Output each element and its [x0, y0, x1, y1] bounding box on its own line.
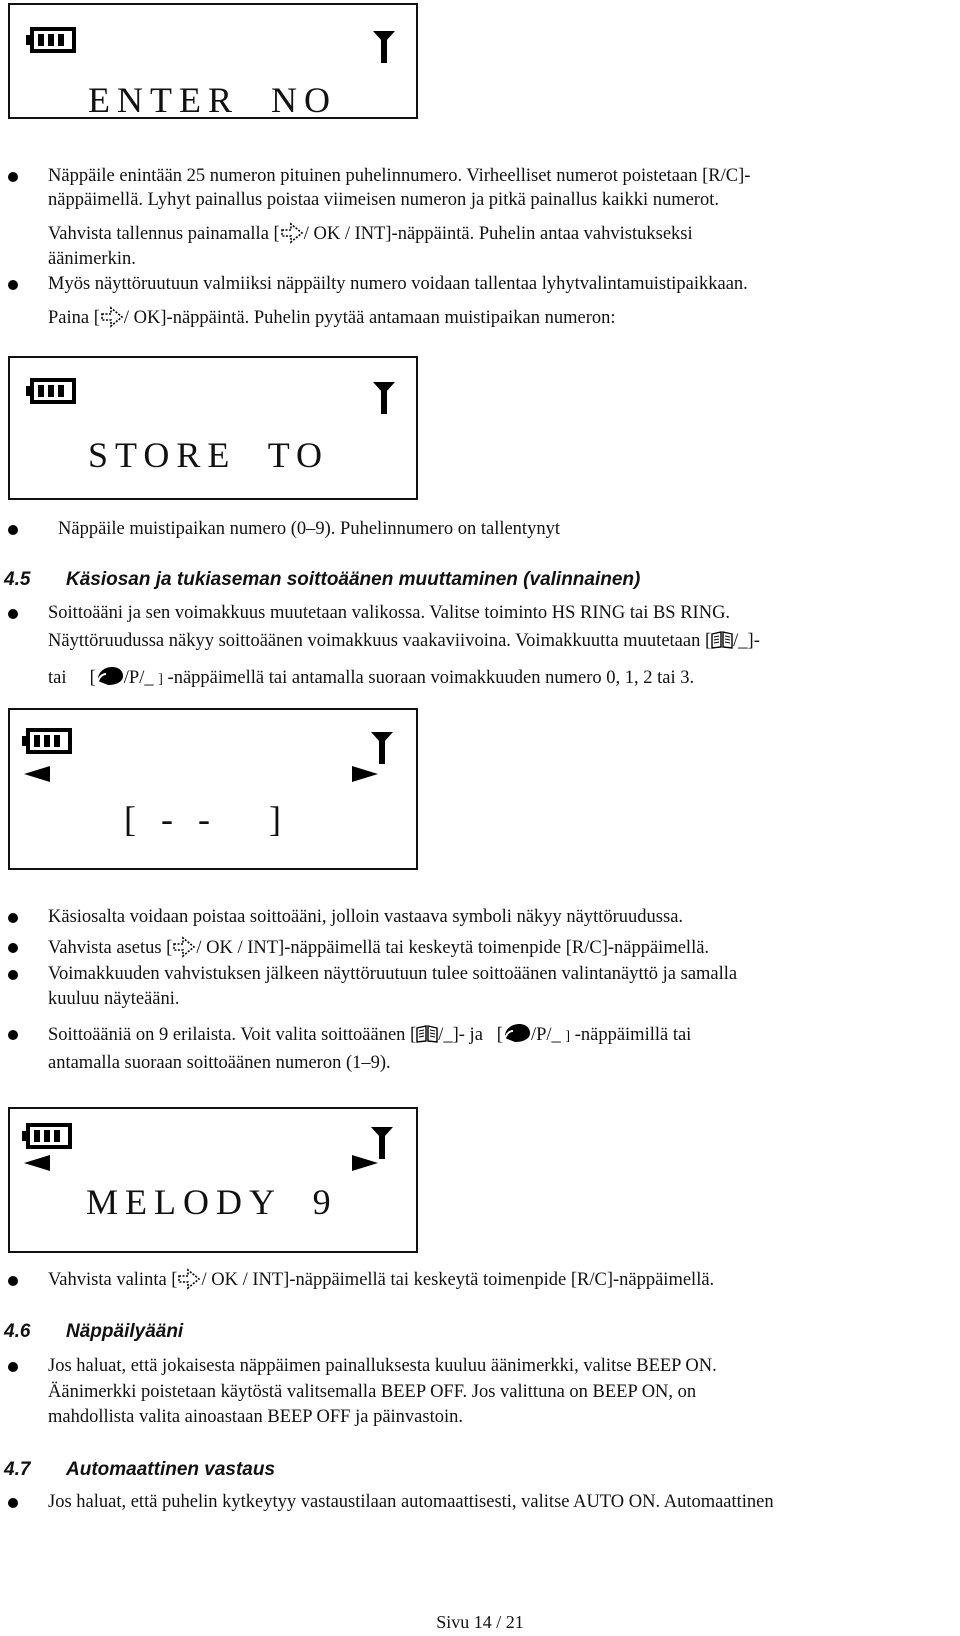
section-number: 4.5 [4, 569, 31, 590]
text-line: antamalla suoraan soittoäänen numeron (1–9). [48, 1053, 391, 1073]
text-line: mahdollista valita ainoastaan BEEP OFF ja päinvastoin. [48, 1407, 463, 1427]
bullet [8, 609, 18, 619]
battery-icon [22, 1123, 72, 1149]
section-heading [4, 1459, 275, 1481]
bullet [8, 943, 18, 953]
bullet [8, 172, 18, 182]
text-fragment: /_]- ja [438, 1025, 483, 1045]
text-fragment: /_]- [733, 631, 760, 651]
lcd-display-melody [8, 1107, 418, 1253]
text-fragment: ] [565, 1029, 571, 1044]
lcd-text: STORE TO [88, 435, 330, 475]
text-line: Voimakkuuden vahvistuksen jälkeen näyttöruutuun tulee soittoäänen valintanäyttö ja samalla [48, 964, 738, 984]
ok-key-icon [280, 222, 304, 244]
text-fragment: Vahvista asetus [ [48, 938, 173, 958]
bullet [8, 1030, 18, 1040]
text-line [48, 222, 693, 245]
phone-key-icon [503, 1023, 531, 1043]
section-title: Automaattinen vastaus [66, 1459, 276, 1480]
battery-icon [26, 27, 76, 53]
right-arrow-icon [352, 766, 378, 782]
battery-icon [26, 378, 76, 404]
text-fragment: Vahvista valinta [ [48, 1270, 178, 1290]
ok-key-icon [100, 306, 124, 328]
text-line: Näppäile enintään 25 numeron pituinen puhelinnumero. Virheelliset numerot poistetaan [R/C]- [48, 166, 751, 186]
ok-key-icon [177, 1268, 201, 1290]
bullet [8, 525, 18, 535]
text-line: kuuluu näyteääni. [48, 989, 180, 1009]
section-heading [4, 569, 640, 591]
text-line [48, 936, 709, 959]
section-number: 4.6 [4, 1321, 31, 1342]
antenna-icon [372, 29, 396, 63]
lcd-display-volume [8, 708, 418, 870]
text-fragment: / OK]-näppäintä. Puhelin pyytää antamaan muistipaikan numeron: [123, 308, 616, 328]
text-line: Soittoääni ja sen voimakkuus muutetaan valikossa. Valitse toiminto HS RING tai BS RING. [48, 603, 731, 623]
text-fragment: [ [496, 1025, 503, 1045]
text-line: näppäimellä. Lyhyt painallus poistaa viimeisen numeron ja pitkä painallus kaikki numerot. [48, 190, 719, 210]
bullet [8, 1498, 18, 1508]
text-line: äänimerkin. [48, 249, 136, 269]
section-title: Käsiosan ja tukiaseman soittoäänen muuttaminen (valinnainen) [66, 569, 641, 590]
text-fragment: -näppäimellä tai antamalla suoraan voimakkuuden numero 0, 1, 2 tai 3. [167, 668, 695, 688]
section-title: Näppäilyääni [66, 1321, 184, 1342]
text-line: Jos haluat, että jokaisesta näppäimen painalluksesta kuuluu äänimerkki, valitse BEEP ON. [48, 1356, 717, 1376]
lcd-text: [ - - ] [124, 799, 289, 839]
text-fragment: -näppäimillä tai [574, 1025, 692, 1045]
bullet [8, 1276, 18, 1286]
text-fragment: / OK / INT]-näppäimellä tai keskeytä toimenpide [R/C]-näppäimellä. [196, 938, 710, 958]
text-line [48, 1268, 714, 1291]
bullet [8, 280, 18, 290]
text-fragment: Vahvista tallennus painamalla [ [48, 224, 280, 244]
antenna-icon [370, 1125, 394, 1159]
battery-icon [22, 728, 72, 754]
text-fragment: Paina [ [48, 308, 100, 328]
text-line: Käsiosalta voidaan poistaa soittoääni, jolloin vastaava symboli näkyy näyttöruudussa. [48, 907, 684, 927]
text-fragment: Näyttöruudussa näkyy soittoäänen voimakkuus vaakaviivoina. Voimakkuutta muutetaan [ [48, 631, 712, 651]
text-line: Näppäile muistipaikan numero (0–9). Puhelinnumero on tallentynyt [58, 519, 560, 539]
text-line [48, 306, 616, 329]
bullet [8, 913, 18, 923]
text-line: Äänimerkki poistetaan käytöstä valitsemalla BEEP OFF. Jos valittuna on BEEP ON, on [48, 1382, 697, 1402]
right-arrow-icon [352, 1155, 378, 1171]
section-number: 4.7 [4, 1459, 31, 1480]
lcd-display-store-to [8, 356, 418, 500]
lcd-text: MELODY 9 [86, 1182, 338, 1222]
section-heading [4, 1321, 183, 1343]
text-line [48, 1023, 691, 1048]
text-fragment: Soittoääniä on 9 erilaista. Voit valita soittoäänen [ [48, 1025, 417, 1045]
text-line: Jos haluat, että puhelin kytkeytyy vastaustilaan automaattisesti, valitse AUTO ON. Automaattinen [48, 1492, 774, 1512]
left-arrow-icon [24, 766, 50, 782]
antenna-icon [372, 380, 396, 414]
text-line: Myös näyttöruutuun valmiiksi näppäilty numero voidaan tallentaa lyhytvalintamuistipaikkaan. [48, 274, 748, 294]
bullet [8, 1362, 18, 1372]
phonebook-key-icon [416, 1025, 438, 1043]
text-line [48, 630, 760, 652]
text-fragment: tai [48, 668, 67, 688]
page-number: Sivu 14 / 21 [436, 1612, 524, 1632]
ok-key-icon [172, 936, 196, 958]
lcd-display-enter-no [8, 3, 418, 119]
phone-key-icon [96, 666, 124, 686]
antenna-icon [370, 730, 394, 764]
lcd-text: ENTER NO [88, 80, 337, 120]
bullet [8, 970, 18, 980]
phonebook-key-icon [711, 631, 733, 649]
text-fragment: ] [158, 672, 163, 687]
text-fragment: / OK / INT]-näppäimellä tai keskeytä toimenpide [R/C]-näppäimellä. [201, 1270, 715, 1290]
text-fragment: /P/_ [123, 668, 154, 688]
text-fragment: /P/_ [530, 1025, 561, 1045]
text-line [48, 666, 694, 691]
text-fragment: / OK / INT]-näppäintä. Puhelin antaa vahvistukseksi [303, 224, 693, 244]
left-arrow-icon [24, 1155, 50, 1171]
text-fragment: [ [89, 668, 96, 688]
